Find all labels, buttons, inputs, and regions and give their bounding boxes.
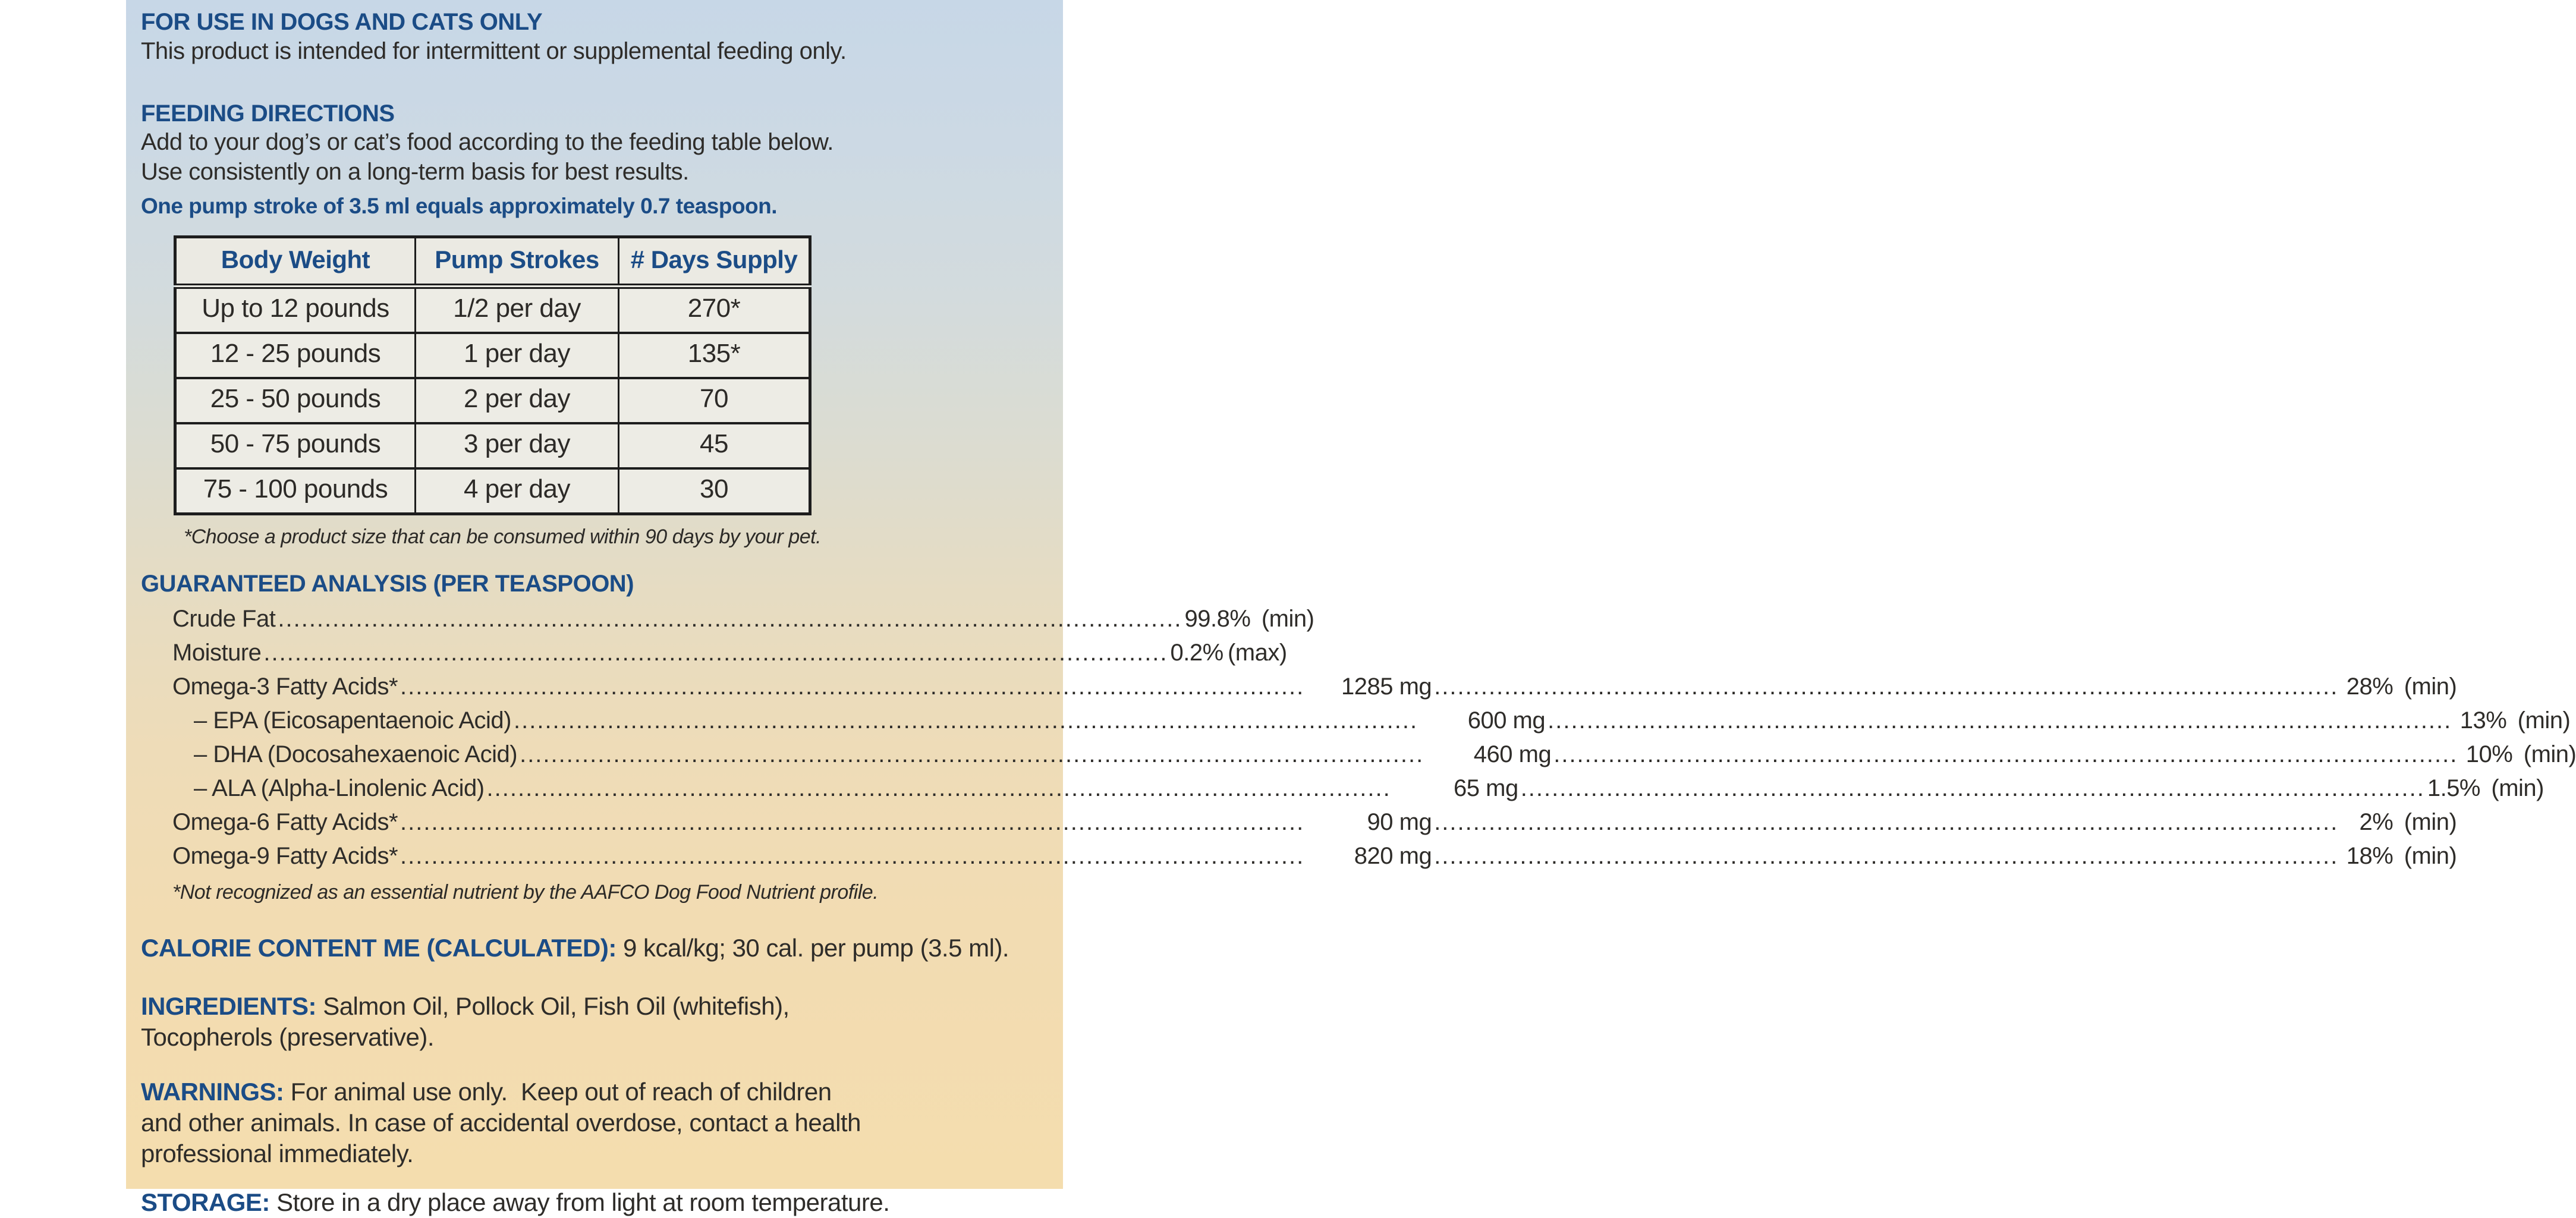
cell-days-supply: 70 [619, 378, 810, 423]
dot-leader [263, 636, 1168, 670]
guaranteed-analysis-footnote: *Not recognized as an essential nutrient by the AAFCO Dog Food Nutrient profile. [172, 881, 879, 904]
analysis-qualifier: (max) [1227, 640, 1287, 666]
cell-body-weight: 12 - 25 pounds [175, 333, 416, 378]
feeding-table [174, 235, 812, 515]
analysis-mg: 90 mg [1367, 809, 1432, 835]
analysis-qualifier: (min) [2523, 741, 2576, 767]
analysis-percent: 99.8% [1184, 606, 1251, 632]
analysis-percent: 18% [2346, 843, 2393, 869]
dot-leader [487, 772, 1391, 805]
feeding-table-footnote: *Choose a product size that can be consumed within 90 days by your pet. [184, 525, 822, 548]
analysis-row-crude-fat [172, 602, 1314, 636]
guaranteed-analysis-heading: GUARANTEED ANALYSIS (PER TEASPOON) [141, 571, 634, 597]
analysis-qualifier: (min) [2404, 809, 2457, 835]
pump-stroke-note: One pump stroke of 3.5 ml equals approximately 0.7 teaspoon. [141, 194, 778, 218]
cell-pump-strokes: 1/2 per day [416, 287, 619, 333]
section-storage [141, 1187, 1045, 1218]
table-row [175, 287, 810, 333]
analysis-percent: 28% [2346, 673, 2393, 700]
analysis-label: – ALA (Alpha-Linolenic Acid) [194, 775, 485, 801]
table-row [175, 333, 810, 378]
warnings-line: professional immediately. [141, 1140, 414, 1167]
feeding-directions-line: Use consistently on a long-term basis for best results. [141, 159, 689, 185]
table-row [175, 378, 810, 423]
analysis-row-ala [172, 772, 2544, 805]
table-row [175, 423, 810, 468]
analysis-row-omega-9 [172, 839, 2457, 873]
dot-leader [278, 602, 1182, 636]
cell-body-weight: 50 - 75 pounds [175, 423, 416, 468]
analysis-label: Omega-9 Fatty Acids* [172, 843, 398, 869]
calorie-content-value: 9 kcal/kg; 30 cal. per pump (3.5 ml). [622, 934, 1009, 962]
dot-leader [1434, 670, 2338, 704]
section-intended-use [141, 8, 1045, 67]
analysis-row-epa [172, 704, 2571, 738]
intended-use-body: This product is intended for intermittent or supplemental feeding only. [141, 38, 847, 64]
section-calorie-content [141, 933, 1045, 964]
dot-leader [1548, 704, 2452, 738]
cell-body-weight: 75 - 100 pounds [175, 468, 416, 514]
analysis-percent: 10% [2465, 741, 2513, 767]
analysis-percent: 13% [2459, 707, 2507, 734]
guaranteed-analysis-list [172, 602, 2576, 873]
feeding-directions-heading: FEEDING DIRECTIONS [141, 100, 395, 127]
calorie-content-label: CALORIE CONTENT ME (CALCULATED): [141, 934, 617, 962]
analysis-row-moisture [172, 636, 1287, 670]
label-content [126, 0, 2576, 1218]
warnings-line: For animal use only. Keep out of reach of children [290, 1078, 832, 1106]
cell-pump-strokes: 4 per day [416, 468, 619, 514]
dot-leader [520, 738, 1424, 772]
dot-leader [400, 670, 1304, 704]
analysis-row-omega-6 [172, 805, 2457, 839]
analysis-percent: 2% [2359, 809, 2393, 835]
analysis-label: – DHA (Docosahexaenoic Acid) [194, 741, 518, 767]
section-warnings [141, 1077, 1045, 1169]
analysis-qualifier: (min) [2491, 775, 2544, 801]
analysis-row-omega-3 [172, 670, 2457, 704]
analysis-percent: 0.2% [1170, 640, 1223, 666]
dot-leader [400, 839, 1304, 873]
col-header-days-supply: # Days Supply [619, 237, 810, 287]
cell-pump-strokes: 1 per day [416, 333, 619, 378]
analysis-qualifier: (min) [2404, 673, 2457, 700]
cell-body-weight: 25 - 50 pounds [175, 378, 416, 423]
ingredients-label: INGREDIENTS: [141, 992, 317, 1020]
intended-use-heading: FOR USE IN DOGS AND CATS ONLY [141, 9, 543, 35]
warnings-line: and other animals. In case of accidental overdose, contact a health [141, 1109, 861, 1137]
cell-days-supply: 135* [619, 333, 810, 378]
warnings-label: WARNINGS: [141, 1078, 284, 1106]
cell-days-supply: 45 [619, 423, 810, 468]
section-ingredients [141, 991, 1045, 1053]
ingredients-line: Salmon Oil, Pollock Oil, Fish Oil (whitefish), [323, 992, 790, 1020]
dot-leader [514, 704, 1418, 738]
col-header-pump-strokes: Pump Strokes [416, 237, 619, 287]
analysis-qualifier: (min) [2404, 843, 2457, 869]
dot-leader [1434, 805, 2338, 839]
col-header-body-weight: Body Weight [175, 237, 416, 287]
ingredients-line: Tocopherols (preservative). [141, 1023, 435, 1051]
dot-leader [1521, 772, 2425, 805]
analysis-qualifier: (min) [2517, 707, 2571, 734]
dot-leader [1553, 738, 2458, 772]
dot-leader [400, 805, 1304, 839]
analysis-percent: 1.5% [2427, 775, 2480, 801]
analysis-row-dha [172, 738, 2576, 772]
analysis-label: Moisture [172, 640, 262, 666]
section-feeding-directions [141, 100, 1045, 220]
feeding-directions-line: Add to your dog’s or cat’s food according to the feeding table below. [141, 129, 833, 155]
analysis-mg: 460 mg [1473, 741, 1552, 767]
analysis-label: – EPA (Eicosapentaenoic Acid) [194, 707, 511, 734]
feeding-table-header [175, 237, 810, 287]
analysis-mg: 600 mg [1467, 707, 1546, 734]
cell-pump-strokes: 3 per day [416, 423, 619, 468]
cell-days-supply: 270* [619, 287, 810, 333]
analysis-label: Omega-6 Fatty Acids* [172, 809, 398, 835]
cell-body-weight: Up to 12 pounds [175, 287, 416, 333]
storage-value: Store in a dry place away from light at room temperature. [276, 1188, 890, 1216]
analysis-qualifier: (min) [1261, 606, 1314, 632]
label-panel [126, 0, 2576, 1216]
analysis-mg: 820 mg [1354, 843, 1432, 869]
cell-days-supply: 30 [619, 468, 810, 514]
dot-leader [1434, 839, 2338, 873]
cell-pump-strokes: 2 per day [416, 378, 619, 423]
feeding-table-body [175, 287, 810, 514]
feeding-table-header-row [175, 237, 810, 287]
analysis-label: Crude Fat [172, 606, 276, 632]
analysis-mg: 65 mg [1454, 775, 1518, 801]
analysis-mg: 1285 mg [1341, 673, 1432, 700]
analysis-label: Omega-3 Fatty Acids* [172, 673, 398, 700]
table-row [175, 468, 810, 514]
storage-label: STORAGE: [141, 1188, 270, 1216]
